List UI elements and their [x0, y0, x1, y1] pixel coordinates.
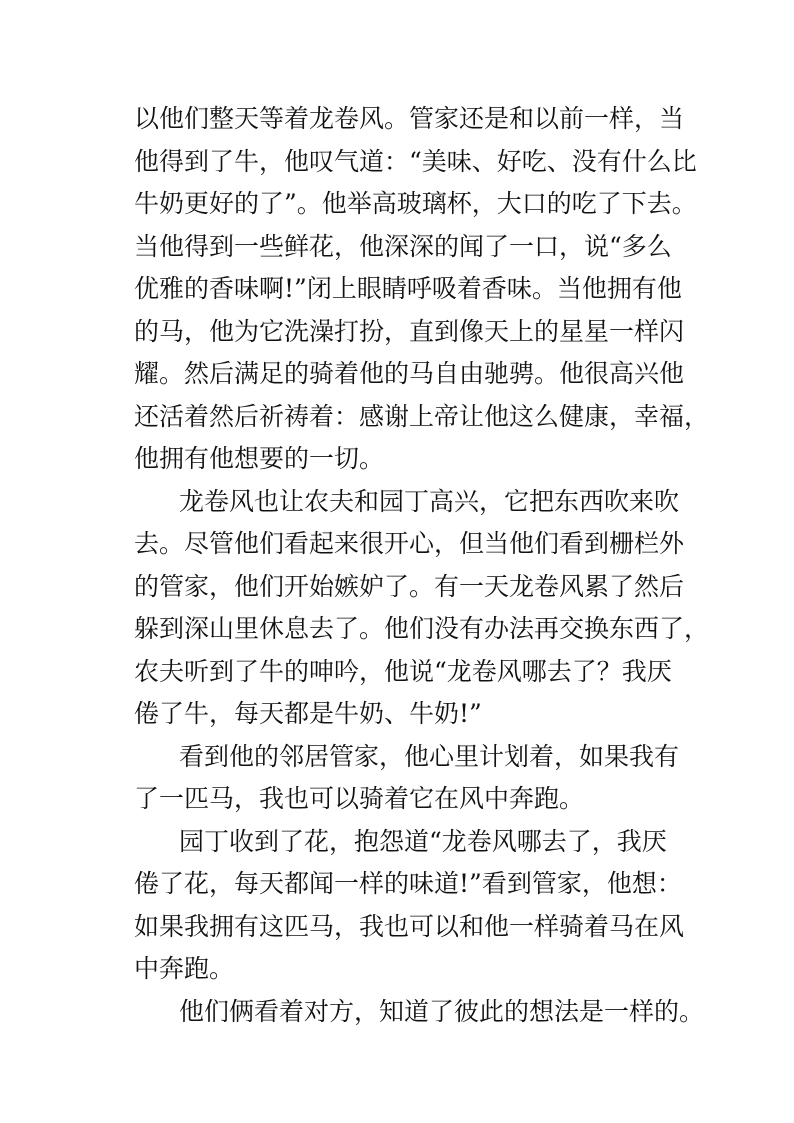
text-line-paragraph-start: 他们俩看着对方，知道了彼此的想法是一样的。: [179, 996, 705, 1026]
text-line: 的管家，他们开始嫉妒了。有一天龙卷风累了然后: [134, 571, 685, 601]
text-line: 优雅的香味啊!”闭上眼睛呼吸着香味。当他拥有他: [134, 274, 682, 303]
text-line: 以他们整天等着龙卷风。管家还是和以前一样，当: [134, 104, 685, 133]
text-line: 他得到了牛，他叹气道：“美味、好吃、没有什么比: [134, 146, 697, 176]
text-line-paragraph-start: 园丁收到了花，抱怨道“龙卷风哪去了，我厌: [179, 826, 667, 856]
text-line: 如果我拥有这匹马，我也可以和他一样骑着马在风: [134, 911, 685, 941]
text-line: 他拥有他想要的一切。: [134, 444, 385, 473]
text-line: 了一匹马，我也可以骑着它在风中奔跑。: [134, 784, 585, 813]
story-text: [134, 98, 710, 1033]
text-line: 倦了花，每天都闻一样的味道!”看到管家，他想：: [134, 869, 682, 898]
text-line: 去。尽管他们看起来很开心，但当他们看到栅栏外: [134, 529, 685, 558]
text-line-paragraph-start: 龙卷风也让农夫和园丁高兴，它把东西吹来吹: [179, 486, 680, 516]
text-line: 躲到深山里休息去了。他们没有办法再交换东西了，: [134, 614, 710, 643]
text-line-paragraph-start: 看到他的邻居管家，他心里计划着，如果我有: [179, 741, 680, 771]
text-line: 还活着然后祈祷着：感谢上帝让他这么健康，幸福，: [134, 401, 710, 431]
text-line: 的马，他为它洗澡打扮，直到像天上的星星一样闪: [134, 316, 685, 346]
text-line: 农夫听到了牛的呻吟，他说“龙卷风哪去了？我厌: [134, 656, 672, 686]
text-line: 倦了牛，每天都是牛奶、牛奶!”: [134, 699, 482, 728]
text-line: 中奔跑。: [134, 954, 235, 983]
text-line: 牛奶更好的了”。他举高玻璃杯，大口的吃了下去。: [134, 189, 697, 218]
text-line: 当他得到一些鲜花，他深深的闻了一口，说“多么: [134, 231, 672, 261]
text-line: 耀。然后满足的骑着他的马自由驰骋。他很高兴他: [134, 359, 685, 388]
